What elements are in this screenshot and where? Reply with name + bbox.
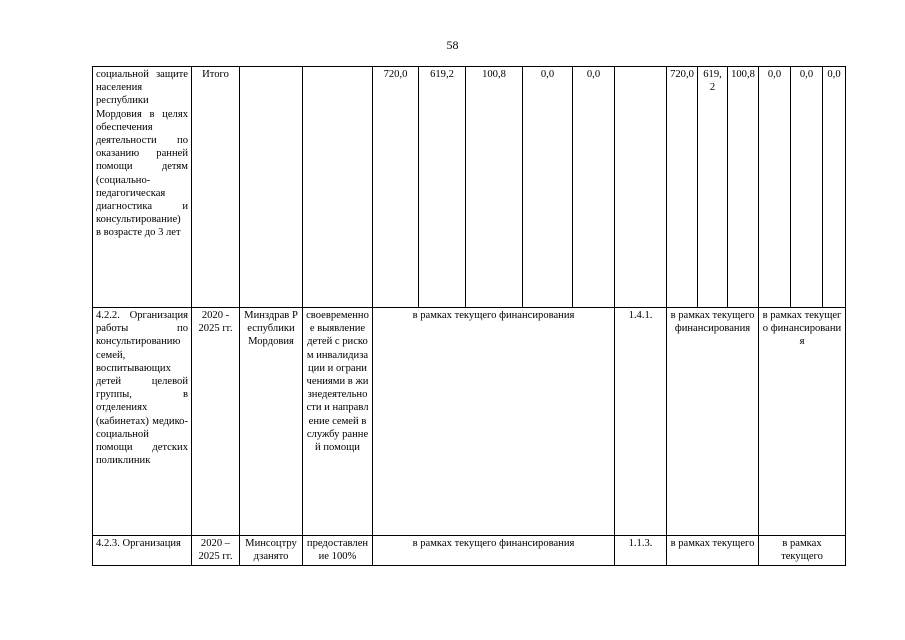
value-cell: 0,0: [573, 67, 615, 308]
period-cell: Итого: [192, 67, 240, 308]
value-cell: 619,2: [419, 67, 466, 308]
activity-cell: 4.2.2. Организация работы по консультированию семей, воспитывающих детей целевой группы, в отделениях (кабинетах) медико-социальной помощи детских поликлиник: [93, 308, 192, 536]
value-cell: 0,0: [523, 67, 573, 308]
page-number: 58: [446, 38, 459, 52]
executor-cell: Минсоцтрудзанято: [240, 536, 303, 566]
value-cell: 100,8: [728, 67, 759, 308]
executor-cell: [240, 67, 303, 308]
result-cell: предоставление 100%: [303, 536, 373, 566]
activity-cell: 4.2.3. Организация: [93, 536, 192, 566]
table-row: [93, 67, 846, 308]
value-cell: 0,0: [759, 67, 791, 308]
period-cell: 2020 - 2025 гг.: [192, 308, 240, 536]
funding-cell: в рамках текущего: [759, 536, 846, 566]
result-cell: своевременное выявление детей с риском инвалидизации и ограничениями в жизнедеятельности и направление семей в службу ранней помощи: [303, 308, 373, 536]
value-cell: 0,0: [823, 67, 846, 308]
table-row: [93, 308, 846, 536]
value-cell: 619,2: [698, 67, 728, 308]
funding-cell: в рамках текущего финансирования: [373, 536, 615, 566]
value-cell: 100,8: [466, 67, 523, 308]
indicator-code-cell: [615, 67, 667, 308]
indicator-code-cell: 1.4.1.: [615, 308, 667, 536]
result-cell: [303, 67, 373, 308]
value-cell: 720,0: [373, 67, 419, 308]
period-cell: 2020 – 2025 гг.: [192, 536, 240, 566]
funding-cell: в рамках текущего: [667, 536, 759, 566]
value-cell: 720,0: [667, 67, 698, 308]
indicator-code-cell: 1.1.3.: [615, 536, 667, 566]
funding-cell: в рамках текущего финансирования: [373, 308, 615, 536]
table-row: [93, 536, 846, 566]
executor-cell: Минздрав Республики Мордовия: [240, 308, 303, 536]
activity-cell: социальной защите населения республики Мордовия в целях обеспечения деятельности по оказанию ранней помощи детям (социально-педагогическая диагностика и консультирование) в возрасте до 3 лет: [93, 67, 192, 308]
funding-cell: в рамках текущего финансирования: [759, 308, 846, 536]
program-table: [92, 66, 846, 566]
funding-cell: в рамках текущего финансирования: [667, 308, 759, 536]
value-cell: 0,0: [791, 67, 823, 308]
